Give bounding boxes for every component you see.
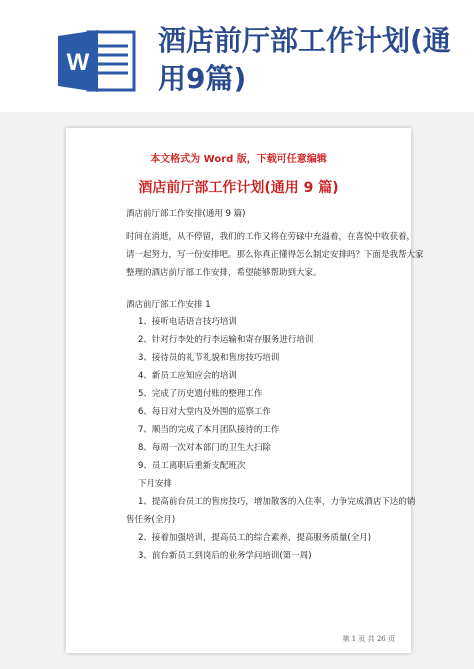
- format-notice: 本文格式为 Word 版，下载可任意编辑: [150, 154, 327, 165]
- plan-item-2: 2、接着加强培训，提高员工的综合素养，提高服务质量(全月): [138, 533, 372, 543]
- intro-line-2: 请一起努力，写一份安排吧。那么你真正懂得怎么制定安排吗？下面是我帮大家: [126, 250, 424, 260]
- plan-item-1-cont: 售任务(全月): [126, 515, 176, 525]
- list-item: 7、顺当的完成了本月团队接待的工作: [138, 425, 280, 435]
- list-item: 3、接待员的礼节礼貌和售房技巧培训: [138, 353, 280, 363]
- svg-text:W: W: [66, 49, 90, 76]
- page-header: [0, 0, 474, 112]
- section-heading: 酒店前厅部工作安排 1: [126, 300, 211, 310]
- page-title: 酒店前厅部工作计划(通用9篇): [158, 24, 451, 95]
- intro-line-1: 时间在消逝，从不停留，我们的工作又将在劳碌中充溢着，在喜悦中收获着，: [126, 232, 416, 242]
- list-item: 4、新员工应知应会的培训: [138, 371, 237, 381]
- list-item: 9、员工离职后重新支配班次: [138, 461, 246, 471]
- intro-line-3: 整理的酒店前厅部工作安排，希望能够帮助到大家。: [126, 268, 322, 278]
- next-month-heading: 下月安排: [138, 479, 173, 489]
- list-item: 2、针对行李处的行李运输和寄存服务进行培训: [138, 335, 314, 345]
- subtitle-line: 酒店前厅部工作安排(通用 9 篇): [126, 209, 246, 219]
- list-item: 8、每周一次对本部门的卫生大扫除: [138, 443, 271, 453]
- word-document-icon: [58, 28, 138, 94]
- document-title: 酒店前厅部工作计划(通用 9 篇): [138, 180, 339, 196]
- list-item: 5、完成了历史遗付账的整理工作: [138, 389, 263, 399]
- list-item: 6、每日对大堂内及外围的巡察工作: [138, 407, 271, 417]
- plan-item-1: 1、提高前台员工的售房技巧，增加散客的入住率，力争完成酒店下达的销: [138, 497, 416, 507]
- page-number: 第 1 页 共 26 页: [342, 635, 395, 643]
- list-item: 1、接听电话语言技巧培训: [138, 317, 237, 327]
- plan-item-3: 3、前台新员工到岗后的业务学问培训(第一周): [138, 551, 312, 561]
- document-page: [66, 128, 424, 653]
